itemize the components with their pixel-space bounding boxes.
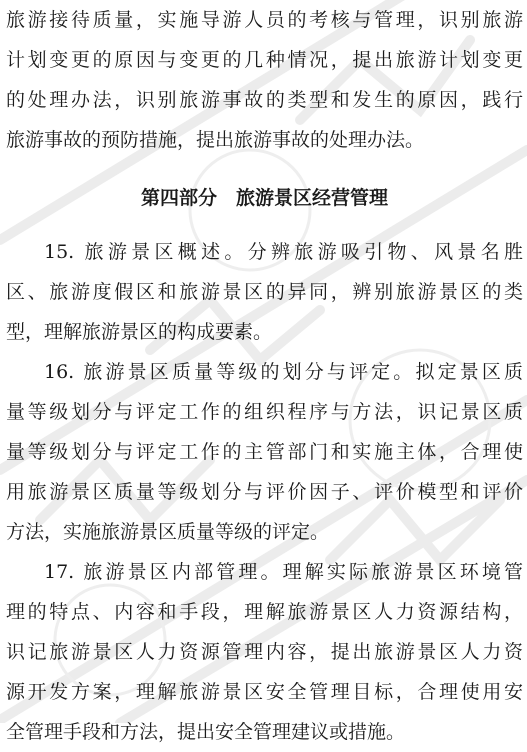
text-line: 理的特点、内容和手段，理解旅游景区人力资源结构， (6, 601, 523, 623)
text-line: 的处理办法，识别旅游事故的类型和发生的原因，践行 (6, 89, 523, 111)
text-line: 16. 旅游景区质量等级的划分与评定。拟定景区质 (44, 361, 523, 383)
text-line: 方法，实施旅游景区质量等级的评定。 (6, 521, 330, 543)
text-line: 源开发方案，理解旅游景区安全管理目标，合理使用安 (6, 681, 523, 703)
text-line: 全管理手段和方法，提出安全管理建议或措施。 (6, 721, 406, 743)
text-line: 量等级划分与评定工作的组织程序与方法，识记景区质 (6, 401, 523, 423)
text-line: 旅游事故的预防措施，提出旅游事故的处理办法。 (6, 129, 425, 151)
text-line: 型，理解旅游景区的构成要素。 (6, 321, 273, 343)
text-line: 17. 旅游景区内部管理。理解实际旅游景区环境管 (44, 561, 523, 583)
text-line: 旅游接待质量，实施导游人员的考核与管理，识别旅游 (6, 9, 523, 31)
text-line: 区、旅游度假区和旅游景区的异同，辨别旅游景区的类 (6, 281, 523, 303)
section-heading: 第四部分 旅游景区经营管理 (140, 187, 388, 209)
text-line: 量等级划分与评定工作的主管部门和实施主体，合理使 (6, 441, 523, 463)
document-body (6, 0, 523, 752)
text-line: 计划变更的原因与变更的几种情况，提出旅游计划变更 (6, 49, 523, 71)
text-line: 用旅游景区质量等级划分与评价因子、评价模型和评价 (6, 481, 523, 503)
text-line: 识记旅游景区人力资源管理内容，提出旅游景区人力资 (6, 641, 523, 663)
text-line: 15. 旅游景区概述。分辨旅游吸引物、风景名胜 (44, 241, 523, 263)
